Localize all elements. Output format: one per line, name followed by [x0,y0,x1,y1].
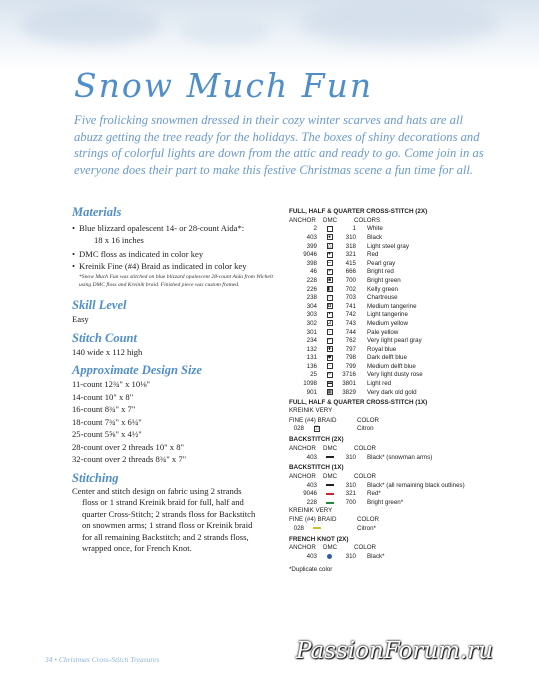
color-col-label: COLOR [354,473,377,481]
color-name: Pale yellow [367,328,399,336]
key-row [289,242,499,251]
kreinik-label: FINE (#4) BRAID [289,416,337,424]
stitch-symbol: ◦ [323,329,336,335]
key-row [289,490,499,499]
dmc-number: 321 [345,490,356,498]
anchor-number: 028 [293,425,304,433]
stitch-symbol: ● [327,233,332,240]
dmc-number: 700 [345,276,356,284]
backstitch-line-symbol [310,527,323,529]
key-row [289,293,499,302]
stitch-symbol: ◫ [314,425,319,432]
key-row [289,388,499,397]
key-header-row [289,515,499,524]
stitching-paragraph [72,486,277,555]
key-row [289,425,499,434]
anchor-number: 46 [310,268,317,276]
dmc-number: 318 [345,242,356,250]
anchor-number: 398 [306,259,317,267]
color-name: Bright green [367,276,401,284]
stitch-symbol: ▬ [327,380,332,387]
anchor-number: 131 [306,354,317,362]
color-name: Light steel gray [367,242,409,250]
anchor-number: 304 [306,302,317,310]
intro-paragraph: Five frolicking snowmen dressed in their cozy winter scarves and hats are all abuzz getting the tree ready for the holidays. The boxes of shiny decorations and strings of colorful lights are down from the attic and ready to go. Come join in as everyone does their part to make this festive Christmas scene a fun time for all. [74,113,484,177]
anchor-number: 399 [306,242,317,250]
materials-list [72,249,277,272]
key-section-title: FRENCH KNOT (2X) [289,535,349,543]
stitch-count-heading: Stitch Count [72,330,137,345]
anchor-number: 028 [293,524,304,532]
dmc-col-label: DMC [323,473,338,481]
dmc-number: 1 [352,225,356,233]
anchor-col-label: ANCHOR [289,473,316,481]
color-name: White [367,225,383,233]
stitch-symbol: ⋄ [327,371,332,378]
stitch-symbol [323,456,336,458]
key-header-row [289,416,499,425]
key-row [289,481,499,490]
anchor-number: 2 [313,225,317,233]
backstitch-2x-rows [289,453,499,462]
skill-heading: Skill Level [72,298,127,313]
anchor-number: 403 [306,453,317,461]
key-section-title: BACKSTITCH (1X) [289,464,344,472]
key-row [289,233,499,242]
color-name: Black* (all remaining black outlines) [367,481,465,489]
color-name: Bright red [367,268,394,276]
color-key [289,207,499,574]
color-name: Medium tangerine [367,302,417,310]
color-col-label: COLOR [357,416,380,424]
page-footer: 34 • Christmas Cross-Stitch Treasures [45,655,160,664]
color-name: Red* [367,490,381,498]
key-row [289,345,499,354]
key-row [289,311,499,320]
color-name: Dark delft blue [367,354,407,362]
design-size-line: 11-count 12¾" x 10⅛" [72,379,151,390]
key-row [289,225,499,234]
color-name: Black* [367,552,385,560]
dmc-number: 702 [345,285,356,293]
stitch-symbol: ⊿ [327,319,332,326]
materials-note: *Snow Much Fun was stitched on blue blizzard opalescent 28-count Aida from Wichelt using DMC floss and Kreinik braid. Finished piece was custom framed. [79,274,273,288]
frost-blot [20,5,160,45]
kreinik-label: KREINIK VERY [289,506,333,514]
dmc-col-label: DMC [323,544,338,552]
backstitch-1x-rows [289,481,499,507]
color-name: Chartreuse [367,294,398,302]
key-header-row [289,216,499,225]
dmc-number: 310 [345,233,356,241]
stitching-heading: Stitching [72,470,119,485]
stitch-symbol: ◆ [327,354,332,361]
key-row [289,362,499,371]
stitching-line: wrapped once, for French Knot. [82,543,192,554]
anchor-number: 228 [306,276,317,284]
dmc-col-label: DMC [323,216,338,224]
key-header-row [289,472,499,481]
dmc-number: 666 [345,268,356,276]
anchor-number: 234 [306,337,317,345]
dmc-number: 744 [345,328,356,336]
color-name: Light red [367,380,392,388]
color-name: Medium yellow [367,319,408,327]
materials-item: • Blue blizzard opalescent 14- or 28-count Aida*: [72,223,277,235]
stitch-symbol: ○ [327,294,332,301]
stitching-line: floss or 1 strand Kreinik braid for full, half and [82,497,244,508]
anchor-number: 226 [306,285,317,293]
frost-blot [300,0,500,45]
key-row [289,268,499,277]
skill-value: Easy [72,314,89,325]
stitch-symbol [323,226,336,232]
key-row [289,328,499,337]
dmc-number: 310 [345,481,356,489]
page-title: Snow Much Fun [74,66,374,105]
color-name: Medium delft blue [367,362,416,370]
dmc-number: 743 [345,319,356,327]
key-row [289,379,499,388]
stitch-symbol: ✿ [327,302,332,309]
anchor-col-label: ANCHOR [289,216,316,224]
dmc-number: 3829 [342,388,356,396]
stitch-symbol: ▪ [323,312,336,318]
color-col-label: COLOR [357,516,380,524]
colors-col-label: COLORS [354,216,381,224]
key-row [289,259,499,268]
key-row [289,371,499,380]
color-name: Black [367,233,383,241]
color-name: Very light pearl gray [367,337,422,345]
color-name: Bright green* [367,499,404,507]
key-row [289,319,499,328]
cross-stitch-rows [289,225,499,397]
key-row [289,302,499,311]
key-row [289,354,499,363]
stitch-symbol [323,493,336,495]
color-col-label: COLOR [354,544,377,552]
design-size-list [72,378,277,466]
anchor-col-label: ANCHOR [289,544,316,552]
kreinik-label: FINE (#4) BRAID [289,516,337,524]
dmc-number: 797 [345,345,356,353]
color-name: Very light dusty rose [367,371,423,379]
anchor-number: 25 [310,371,317,379]
key-header-row [289,444,499,453]
anchor-number: 9046 [303,490,317,498]
stitch-symbol: + [328,268,331,275]
anchor-number: 9046 [303,251,317,259]
stitching-line: quarter Cross-Stitch; 2 strands floss for Backstitch [82,508,256,519]
design-size-line: 32-count over 2 threads 8¾" x 7" [72,454,187,465]
stitch-symbol [323,484,336,486]
key-section-title: FULL, HALF & QUARTER CROSS-STITCH (2X) [289,208,428,215]
design-size-line: 28-count over 2 threads 10" x 8" [72,441,185,452]
key-row [289,336,499,345]
kreinik-label: KREINIK VERY [289,407,333,415]
design-size-line: 14-count 10" x 8" [72,391,134,402]
materials-heading: Materials [72,205,122,219]
dmc-number: 321 [345,251,356,259]
stitch-symbol: △ [327,242,332,249]
dmc-number: 742 [345,311,356,319]
materials-item: • Kreinik Fine (#4) Braid as indicated in color key [72,261,277,273]
key-row [289,552,499,561]
dmc-number: 3716 [342,371,356,379]
key-row [289,524,499,533]
instructions-column [72,205,277,555]
key-row [289,498,499,507]
anchor-number: 1098 [303,380,317,388]
color-name: Light tangerine [367,311,408,319]
frost-blot [180,15,270,45]
design-size-line: 25-count 5⅝" x 4½" [72,429,142,440]
color-name: Royal blue [367,345,397,353]
materials-item: • DMC floss as indicated in color key [72,249,277,261]
dmc-number: 3801 [342,380,356,388]
materials-list [72,223,277,235]
french-knot-dot-icon [323,554,336,559]
dmc-number: 310 [345,552,356,560]
duplicate-note: *Duplicate color [289,565,333,573]
stitch-symbol: ▦ [327,388,332,395]
color-name: Citron* [357,524,376,532]
stitch-symbol [323,502,336,504]
anchor-number: 901 [306,388,317,396]
key-row [289,250,499,259]
stitching-line: Center and stitch design on fabric using 2 strands [72,485,242,496]
anchor-col-label: ANCHOR [289,445,316,453]
design-size-heading: Approximate Design Size [72,363,202,378]
stitch-symbol: ◧ [327,285,332,292]
color-name: Citron [357,425,374,433]
dmc-number: 798 [345,354,356,362]
anchor-number: 228 [306,499,317,507]
key-header-row [289,544,499,553]
dmc-number: 762 [345,337,356,345]
key-section-title: BACKSTITCH (2X) [289,436,344,444]
stitch-symbol: ♥ [328,251,331,258]
fabric-size: 18 x 16 inches [94,234,144,245]
dmc-number: 703 [345,294,356,302]
key-row [289,276,499,285]
stitch-symbol: ▫ [323,363,336,369]
color-name: Black* (snowman arms) [367,453,433,461]
anchor-number: 132 [306,345,317,353]
dmc-number: 310 [345,453,356,461]
stitch-count-value: 140 wide x 112 high [72,346,143,357]
design-size-line: 16-count 8¾" x 7" [72,404,136,415]
dmc-col-label: DMC [323,445,338,453]
anchor-number: 301 [306,328,317,336]
color-name: Kelly green [367,285,398,293]
dmc-number: 700 [345,499,356,507]
frost-header-art [0,0,539,70]
anchor-number: 302 [306,319,317,327]
color-name: Red [367,251,379,259]
stitch-symbol: ■ [327,276,332,283]
watermark-logo: PassionForum.ru [296,638,494,664]
anchor-number: 403 [306,233,317,241]
color-name: Pearl gray [367,259,396,267]
key-section-title: FULL, HALF & QUARTER CROSS-STITCH (1X) [289,399,428,407]
stitch-symbol: − [328,337,331,344]
stitch-symbol: ∼ [327,259,332,266]
stitching-line: on snowmen arms; 1 strand floss or Kreinik braid [82,520,253,531]
anchor-number: 303 [306,311,317,319]
stitching-line: for all remaining Backstitch; and 2 strands floss, [82,531,249,542]
key-row [289,285,499,294]
anchor-number: 403 [306,552,317,560]
color-col-label: COLOR [354,445,377,453]
key-row [289,453,499,462]
stitch-symbol: ✚ [327,345,332,352]
dmc-number: 799 [345,362,356,370]
dmc-number: 741 [345,302,356,310]
dmc-number: 415 [345,259,356,267]
anchor-number: 403 [306,481,317,489]
design-size-line: 18-count 7¾" x 6¼" [72,416,142,427]
color-name: Very dark old gold [367,388,417,396]
anchor-number: 136 [306,362,317,370]
anchor-number: 238 [306,294,317,302]
